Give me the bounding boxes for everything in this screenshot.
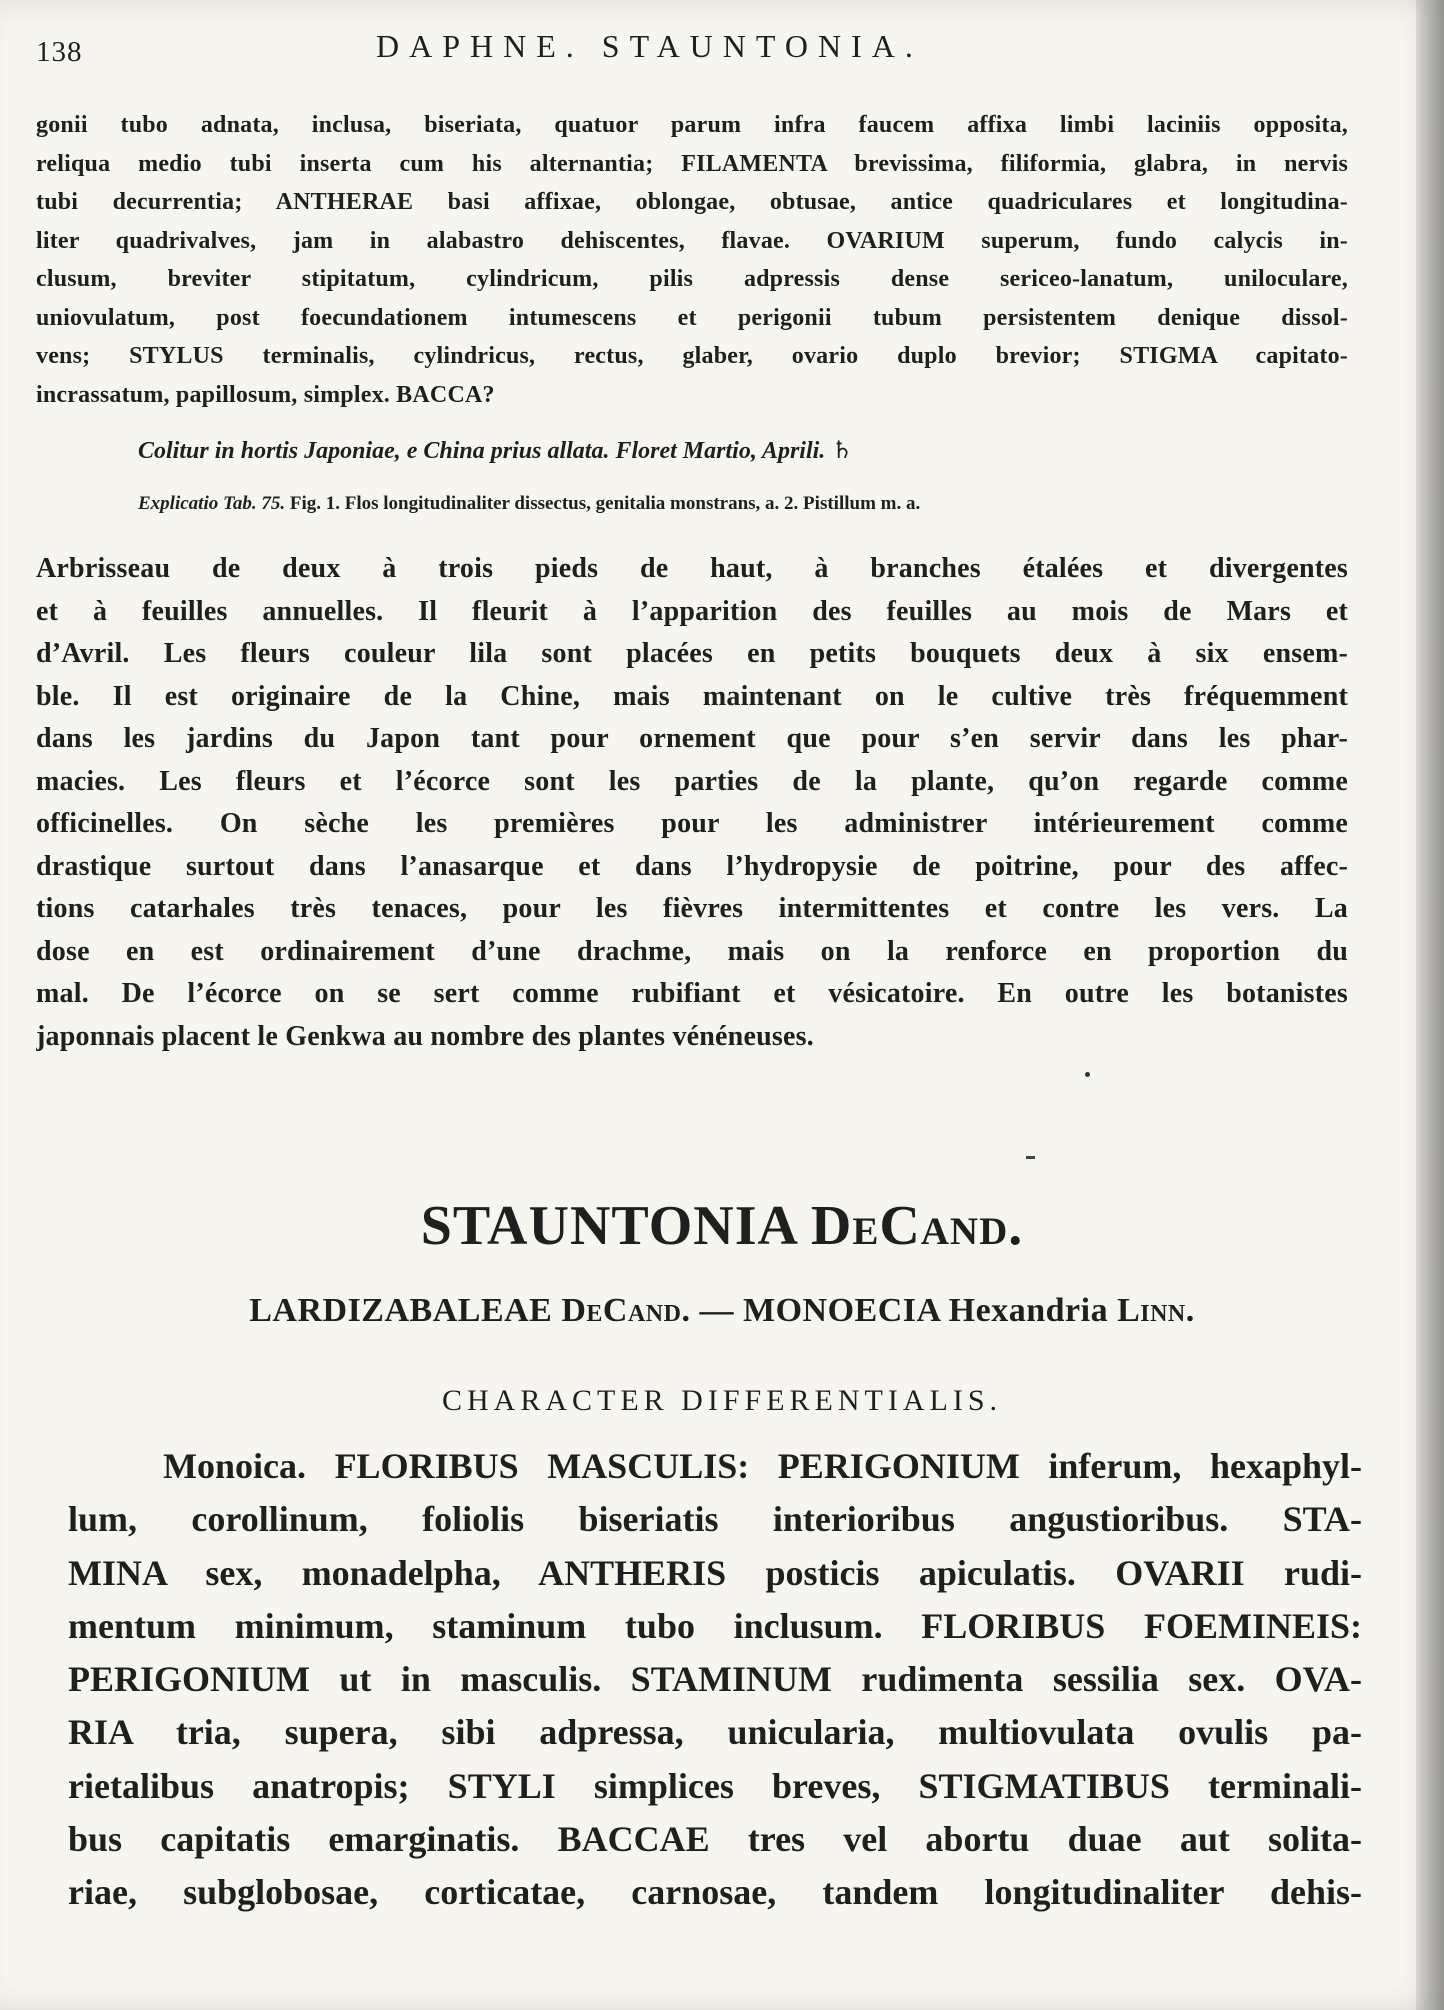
character-body [68, 1440, 1362, 1920]
character-heading: CHARACTER DIFFERENTIALIS. [441, 1384, 1002, 1417]
latin-line: tubi decurrentia; ANTHERAE basi affixae, oblongae, obtusae, antice quadriculares et longitudina- [36, 189, 1348, 215]
genus-author: DeCand. [810, 1195, 1024, 1257]
latin-line: gonii tubo adnata, inclusa, biseriata, quatuor parum infra faucem affixa limbi laciniis opposita, [36, 112, 1348, 138]
character-line: rietalibus anatropis; STYLI simplices breves, STIGMATIBUS terminali- [68, 1765, 1362, 1806]
french-line: Arbrisseau de deux à trois pieds de haut, à branches étalées et divergentes [36, 553, 1348, 584]
latin-description [36, 106, 1348, 414]
character-line: PERIGONIUM ut in masculis. STAMINUM rudimenta sessilia sex. OVA- [68, 1659, 1362, 1700]
french-line: et à feuilles annuelles. Il fleurit à l’apparition des feuilles au mois de Mars et [36, 595, 1348, 627]
family-name: LARDIZABALEAE [249, 1292, 553, 1329]
genus-name: STAUNTONIA [420, 1195, 796, 1257]
character-line: Monoica. FLORIBUS MASCULIS: PERIGONIUM inferum, hexaphyl- [163, 1446, 1362, 1486]
print-speck [1085, 1072, 1090, 1077]
french-line: d’Avril. Les fleurs couleur lila sont placées en petits bouquets deux à six ensem- [36, 638, 1348, 669]
character-line: MINA sex, monadelpha, ANTHERIS posticis apiculatis. OVARII rudi- [68, 1552, 1362, 1593]
french-line: macies. Les fleurs et l’écorce sont les parties de la plante, qu’on regarde comme [36, 765, 1348, 797]
french-line: mal. De l’écorce on se sert comme rubifiant et vésicatoire. En outre les botanistes [36, 978, 1348, 1009]
plate-explanation [138, 493, 920, 515]
character-line: mentum minimum, staminum tubo inclusum. FLORIBUS FOEMINEIS: [68, 1605, 1362, 1646]
linnaean-class: MONOECIA [742, 1292, 940, 1329]
latin-line: vens; STYLUS terminalis, cylindricus, rectus, glaber, ovario duplo brevior; STIGMA capitato- [36, 343, 1348, 369]
french-line: ble. Il est originaire de la Chine, mais maintenant on le cultive très fréquemment [36, 680, 1348, 712]
running-title: DAPHNE. STAUNTONIA. [376, 28, 923, 64]
french-line: japonnais placent le Genkwa au nombre des plantes vénéneuses. [36, 1020, 814, 1052]
character-line: bus capitatis emarginatis. BACCAE tres vel abortu duae aut solita- [68, 1819, 1362, 1860]
french-line: officinelles. On sèche les premières pour les administrer intérieurement comme [36, 808, 1348, 839]
french-line: drastique surtout dans l’anasarque et dans l’hydropysie de poitrine, pour des affec- [36, 850, 1348, 882]
page-header [36, 28, 1336, 76]
linnaean-order: Hexandria [948, 1292, 1109, 1329]
french-line: dose en est ordinairement d’une drachme, mais on la renforce en proportion du [36, 935, 1348, 967]
latin-line: clusum, breviter stipitatum, cylindricum, pilis adpressis dense sericeo-lanatum, uniloculare, [36, 266, 1348, 292]
character-line: RIA tria, supera, sibi adpressa, unicularia, multiovulata ovulis pa- [68, 1712, 1362, 1753]
linnaean-author: Linn. [1117, 1292, 1195, 1329]
character-line: lum, corollinum, foliolis biseriatis interioribus angustioribus. STA- [68, 1499, 1362, 1540]
cultivation-note: Colitur in hortis Japoniae, e China prius allata. Floret Martio, Aprili. ♄ [138, 438, 853, 464]
classification-line [0, 1292, 1444, 1330]
latin-line: uniovulatum, post foecundationem intumescens et perigonii tubum persistentem denique dissol- [36, 304, 1348, 331]
french-line: dans les jardins du Japon tant pour ornement que pour s’en servir dans les phar- [36, 723, 1348, 754]
page-edge-shadow [1416, 0, 1444, 2010]
page-number: 138 [36, 36, 83, 68]
french-line: tions catarhales très tenaces, pour les fièvres intermittentes et contre les vers. La [36, 893, 1348, 924]
family-author: DeCand. [561, 1292, 691, 1329]
latin-line: liter quadrivalves, jam in alabastro dehiscentes, flavae. OVARIUM superum, fundo calycis in- [36, 227, 1348, 254]
genus-heading [0, 1194, 1444, 1258]
section-mark [1026, 1156, 1035, 1159]
character-line: riae, subglobosae, corticatae, carnosae, tandem longitudinaliter dehis- [68, 1872, 1362, 1913]
french-description [36, 548, 1348, 1058]
classification-separator: — [699, 1292, 734, 1329]
latin-line: reliqua medio tubi inserta cum his alternantia; FILAMENTA brevissima, filiformia, glabra, in nervis [36, 150, 1348, 177]
plate-explanation-prefix: Explicatio Tab. 75. [138, 493, 286, 514]
latin-line: incrassatum, papillosum, simplex. BACCA? [36, 381, 495, 408]
plate-explanation-text: Fig. 1. Flos longitudinaliter dissectus, genitalia monstrans, a. 2. Pistillum m. a. [289, 493, 921, 514]
